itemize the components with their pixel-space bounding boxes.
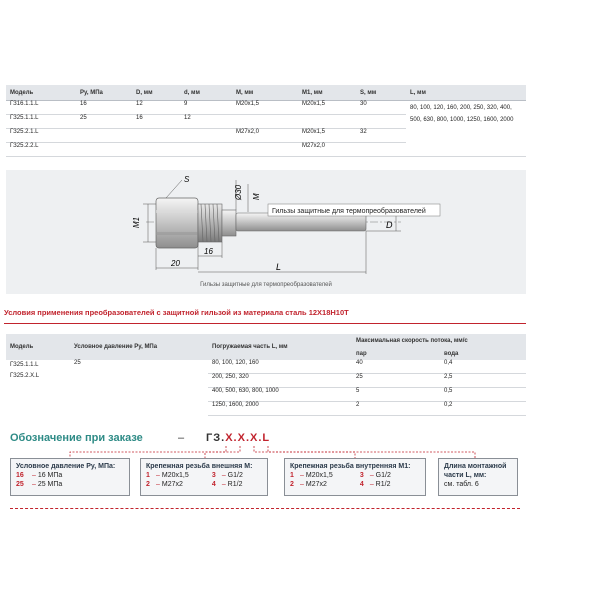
code-x1: X [225,432,234,444]
code-dot: . [233,432,238,444]
cell: 32 [356,129,406,143]
cell: 12 [132,101,180,115]
cell: 1250, 1600, 2000 [208,402,352,416]
option-row: 1 – M20x1,5 3 – G1/2 [290,472,391,479]
label-d30: Ø30 [234,184,243,200]
col-immersion: Погружаемая часть L, мм [208,334,352,360]
cell: 200, 250, 320 [208,374,352,388]
conditions-heading: Условия применения преобразователей с защитной гильзой из материала сталь 12Х18Н10Т [4,308,349,317]
option-row: 2 – M27x2 4 – R1/2 [146,481,243,488]
col-model: Модель [6,85,76,101]
label-D: D [386,220,393,230]
col-M1: M1, мм [298,85,356,101]
col-water: вода [440,347,526,360]
pressure-box [10,458,130,496]
col-flow: Максимальная скорость потока, мм/с [352,334,526,347]
label-S: S [184,175,190,184]
cell: ГЗ25.2.2.L [6,143,76,157]
code-prefix: ГЗ. [206,432,226,444]
label-M: M [252,193,261,200]
code-x2: X [237,432,246,444]
code-L: L [262,432,271,444]
cell: M20x1,5 [298,101,356,115]
cell: M27x2,0 [232,129,298,143]
cell: ГЗ25.2.1.L [6,129,76,143]
label-L: L [276,262,282,272]
cell: 0,2 [440,402,526,416]
cell: 2 [352,402,440,416]
label-M1: M1 [132,216,141,228]
col-steam: пар [352,347,440,360]
cell: 30 [356,101,406,115]
svg-text:Гильзы защитные для термопреоб: Гильзы защитные для термопреобразователей [272,208,426,215]
col-D: D, мм [132,85,180,101]
cell: M20x1,5 [298,129,356,143]
length-box [438,458,518,496]
box-head: Крепежная резьба внутренняя M1: [290,463,411,470]
model-name: ГЗ25.2.X.L [10,373,40,379]
cell: 5 [352,388,440,402]
label-16: 16 [204,247,213,256]
cell: 25 [352,374,440,388]
cell: 80, 100, 120, 160 [208,360,352,374]
length-ref: см. табл. 6 [444,481,479,488]
cell: ГЗ16.1.1.L [6,101,76,115]
box-head: Длина монтажной части L, мм: [444,463,507,479]
label-20: 20 [171,259,180,268]
col-model: Модель [6,334,70,360]
order-title: Обозначение при заказе [10,432,143,444]
external-thread-box [140,458,268,496]
figure-caption: Гильзы защитные для термопреобразователей [200,282,332,288]
col-M: M, мм [232,85,298,101]
box-head: Крепежная резьба внешняя M: [146,463,253,470]
col-pressure: Условное давление Py, МПа [70,334,208,360]
lengths-cell: 80, 100, 120, 160, 200, 250, 320, 400, 500, 630, 800, 1000, 1250, 1600, 2000 [406,101,526,157]
option-row: 1 – M20x1,5 3 – G1/2 [146,472,243,479]
cell: ГЗ25.1.1.L [6,115,76,129]
cell: 0,5 [440,388,526,402]
col-py: Py, МПа [76,85,132,101]
order-dash: – [178,432,185,444]
cell: 40 [352,360,440,374]
model-name: ГЗ25.1.1.L [10,362,39,368]
col-L: L, мм [406,85,526,101]
cell: 400, 500, 630, 800, 1000 [208,388,352,402]
cell: 25 [76,115,132,129]
cell: 16 [132,115,180,129]
col-S: S, мм [356,85,406,101]
cell: M27x2,0 [298,143,356,157]
bottom-divider [10,508,520,509]
cell: M20x1,5 [232,101,298,115]
option: 16 – 16 МПа [16,472,63,479]
option: 25 – 25 МПа [16,481,63,488]
code-dot: . [245,432,250,444]
internal-thread-box [284,458,426,496]
cell: 9 [180,101,232,115]
option-row: 2 – M27x2 4 – R1/2 [290,481,391,488]
cell: 16 [76,101,132,115]
code-dot: . [258,432,263,444]
box-head: Условное давление Pу, МПа: [16,463,116,470]
col-d: d, мм [180,85,232,101]
cell: 12 [180,115,232,129]
code-x3: X [250,432,259,444]
cell: 0,4 [440,360,526,374]
pressure-cell: 25 [74,360,81,366]
cell: 2,5 [440,374,526,388]
